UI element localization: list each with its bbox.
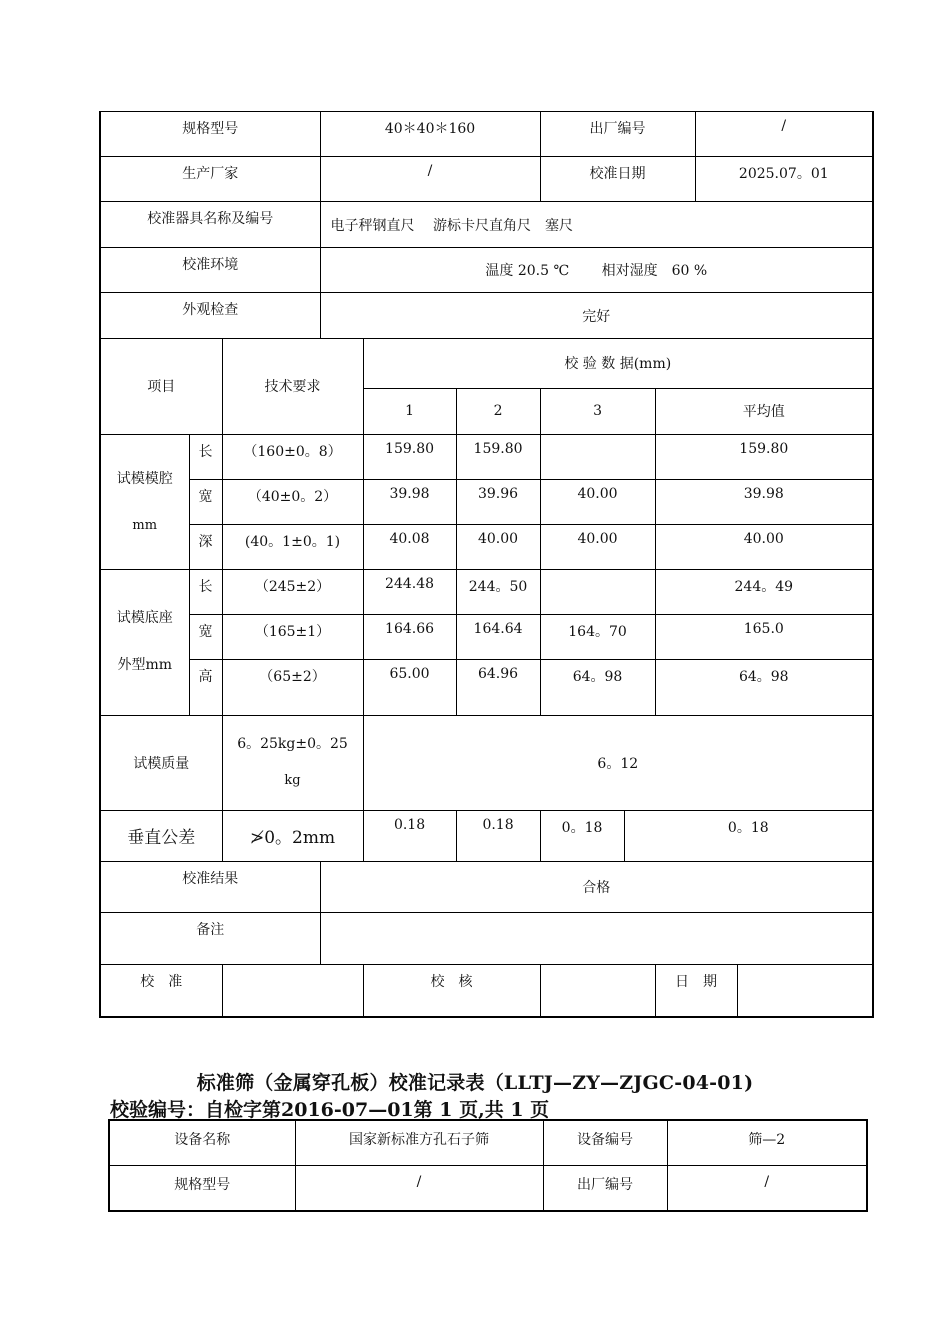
date2-label: 日 期 bbox=[655, 965, 737, 1017]
device-label: 设备名称 bbox=[109, 1120, 295, 1165]
device-no-value: 筛—2 bbox=[667, 1120, 867, 1165]
check-signature bbox=[540, 965, 655, 1017]
check-label: 校 核 bbox=[363, 965, 540, 1017]
value-2: 164.64 bbox=[456, 615, 540, 660]
date-value: 2025.07。01 bbox=[695, 157, 873, 202]
cavity-group-line-1: 试模模腔 bbox=[116, 470, 173, 487]
sieve-record-table bbox=[108, 1119, 868, 1212]
table-row bbox=[100, 615, 873, 660]
serial-label: 出厂编号 bbox=[540, 112, 695, 157]
env-value: 温度 20.5 ℃ 相对湿度 60 % bbox=[320, 248, 873, 293]
value-3 bbox=[540, 570, 655, 615]
tech-requirement: （165±1） bbox=[222, 615, 363, 660]
mass-value: 6。12 bbox=[363, 715, 873, 810]
value-1: 65.00 bbox=[363, 660, 456, 715]
col-header-avg: 平均值 bbox=[655, 388, 873, 434]
maker-value: / bbox=[320, 157, 540, 202]
value-1: 159.80 bbox=[363, 434, 456, 479]
calibration-record-table bbox=[99, 111, 874, 1018]
value-3: 64。98 bbox=[540, 660, 655, 715]
value-1: 39.98 bbox=[363, 479, 456, 524]
date2-value bbox=[737, 965, 873, 1017]
col-header-3: 3 bbox=[540, 388, 655, 434]
cavity-group-label bbox=[100, 434, 189, 569]
instruments-label: 校准器具名称及编号 bbox=[100, 202, 320, 248]
value-1: 244.48 bbox=[363, 570, 456, 615]
calibrate-label: 校 准 bbox=[100, 965, 222, 1017]
col-header-1: 1 bbox=[363, 388, 456, 434]
data-header: 校 验 数 据(mm) bbox=[363, 338, 873, 388]
perp-value-1: 0.18 bbox=[363, 810, 456, 861]
perp-value-2: 0.18 bbox=[456, 810, 540, 861]
table-row bbox=[100, 525, 873, 570]
cavity-group-line-2: mm bbox=[132, 517, 158, 533]
value-3: 40.00 bbox=[540, 525, 655, 570]
value-avg: 64。98 bbox=[655, 660, 873, 715]
spec-label-2: 规格型号 bbox=[109, 1165, 295, 1211]
dimension-name: 长 bbox=[189, 434, 222, 479]
value-2: 39.96 bbox=[456, 479, 540, 524]
value-avg: 165.0 bbox=[655, 615, 873, 660]
perp-value-avg: 0。18 bbox=[624, 810, 873, 861]
appearance-label: 外观检查 bbox=[100, 293, 320, 338]
perp-label: 垂直公差 bbox=[100, 810, 222, 861]
dimension-name: 长 bbox=[189, 570, 222, 615]
table-row bbox=[100, 660, 873, 715]
next-record-title: 标准筛（金属穿孔板）校准记录表（LLTJ—ZY—ZJGC-04-01) bbox=[196, 1072, 754, 1094]
serial-value-2: / bbox=[667, 1165, 867, 1211]
base-group-line-1: 试模底座 bbox=[116, 610, 173, 627]
base-group-label bbox=[100, 570, 189, 715]
col-header-2: 2 bbox=[456, 388, 540, 434]
dimension-name: 深 bbox=[189, 525, 222, 570]
tech-requirement: （40±0。2） bbox=[222, 479, 363, 524]
remark-label: 备注 bbox=[100, 913, 320, 965]
value-avg: 244。49 bbox=[655, 570, 873, 615]
value-1: 40.08 bbox=[363, 525, 456, 570]
maker-label: 生产厂家 bbox=[100, 157, 320, 202]
value-2: 159.80 bbox=[456, 434, 540, 479]
tech-requirement: （245±2） bbox=[222, 570, 363, 615]
tech-requirement: (40。1±0。1) bbox=[222, 525, 363, 570]
date-label: 校准日期 bbox=[540, 157, 695, 202]
value-3: 164。70 bbox=[540, 615, 655, 660]
device-value: 国家新标准方孔石子筛 bbox=[295, 1120, 543, 1165]
env-label: 校准环境 bbox=[100, 248, 320, 293]
next-record-subtitle: 校验编号：自检字第2016-07—01第 1 页,共 1 页 bbox=[110, 1099, 550, 1121]
base-group-line-2: 外型mm bbox=[117, 657, 173, 674]
value-2: 244。50 bbox=[456, 570, 540, 615]
mass-requirement-line-1: 6。25kg±0。25 bbox=[237, 736, 348, 753]
mass-requirement-line-2: kg bbox=[284, 773, 301, 789]
dimension-name: 高 bbox=[189, 660, 222, 715]
spec-value: 40＊40＊160 bbox=[320, 112, 540, 157]
value-2: 40.00 bbox=[456, 525, 540, 570]
table-row bbox=[100, 479, 873, 524]
remark-value bbox=[320, 913, 873, 965]
appearance-value: 完好 bbox=[320, 293, 873, 338]
table-row bbox=[100, 570, 873, 615]
perp-requirement: ≯0。2mm bbox=[222, 810, 363, 861]
spec-label: 规格型号 bbox=[100, 112, 320, 157]
tech-requirement: （65±2） bbox=[222, 660, 363, 715]
dimension-name: 宽 bbox=[189, 479, 222, 524]
value-1: 164.66 bbox=[363, 615, 456, 660]
instruments-value: 电子秤钢直尺 游标卡尺直角尺 塞尺 bbox=[320, 202, 873, 248]
device-no-label: 设备编号 bbox=[543, 1120, 667, 1165]
value-avg: 159.80 bbox=[655, 434, 873, 479]
tech-header: 技术要求 bbox=[222, 338, 363, 434]
perp-value-3: 0。18 bbox=[540, 810, 624, 861]
value-avg: 39.98 bbox=[655, 479, 873, 524]
serial-label-2: 出厂编号 bbox=[543, 1165, 667, 1211]
mass-label: 试模质量 bbox=[100, 715, 222, 810]
dimension-name: 宽 bbox=[189, 615, 222, 660]
result-label: 校准结果 bbox=[100, 861, 320, 912]
value-avg: 40.00 bbox=[655, 525, 873, 570]
result-value: 合格 bbox=[320, 861, 873, 912]
spec-value-2: / bbox=[295, 1165, 543, 1211]
value-3: 40.00 bbox=[540, 479, 655, 524]
serial-value: / bbox=[695, 112, 873, 157]
item-header: 项目 bbox=[100, 338, 222, 434]
value-2: 64.96 bbox=[456, 660, 540, 715]
value-3 bbox=[540, 434, 655, 479]
mass-requirement bbox=[222, 715, 363, 810]
tech-requirement: （160±0。8） bbox=[222, 434, 363, 479]
table-row bbox=[100, 434, 873, 479]
calibrate-signature bbox=[222, 965, 363, 1017]
